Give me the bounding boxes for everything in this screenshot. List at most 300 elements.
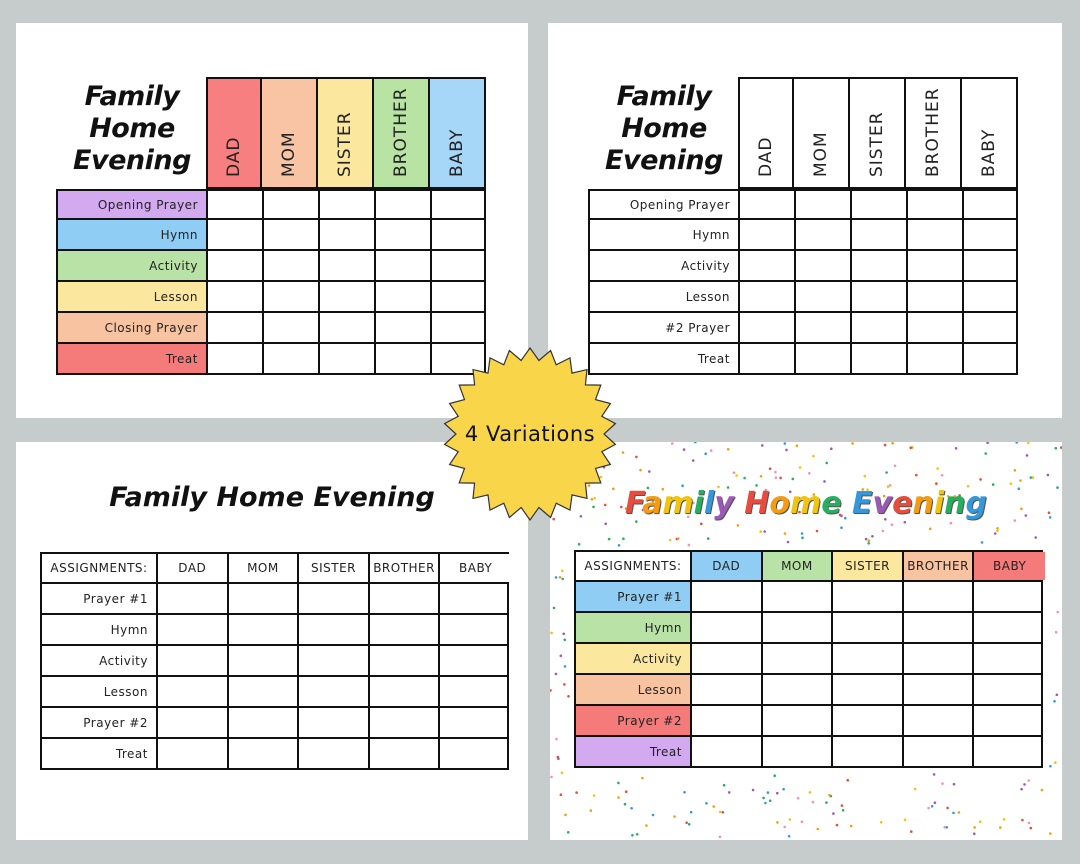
confetti-dot	[593, 794, 596, 797]
confetti-dot	[763, 530, 766, 533]
title-letter: l	[703, 486, 715, 521]
assignment-cell	[376, 251, 432, 280]
confetti-dot	[1055, 631, 1058, 634]
confetti-dot	[846, 779, 849, 782]
assignment-cell	[299, 739, 370, 768]
row-label: Hymn	[692, 227, 730, 242]
confetti-dot	[1056, 611, 1059, 614]
confetti-dot	[555, 673, 558, 676]
assignment-cell	[692, 675, 763, 704]
confetti-dot	[635, 456, 638, 459]
confetti-dot	[774, 471, 777, 474]
confetti-dot	[994, 532, 997, 535]
table-row	[56, 189, 486, 220]
row-label: Prayer #1	[83, 591, 148, 606]
confetti-dot	[936, 467, 939, 470]
confetti-dot	[979, 478, 982, 481]
confetti-dot	[617, 796, 620, 799]
assignment-cell	[852, 282, 908, 311]
column-header-label: SISTER	[844, 559, 890, 573]
table-row	[40, 677, 509, 708]
confetti-dot	[784, 442, 787, 445]
assignment-cell	[904, 737, 975, 766]
table-row	[574, 644, 1043, 675]
title-letter: E	[852, 486, 873, 521]
table-row	[56, 220, 486, 251]
assignment-cell	[376, 313, 432, 342]
assignment-cell	[320, 191, 376, 218]
table-row	[588, 282, 1018, 313]
page-title-rainbow	[550, 486, 1062, 521]
assignment-cell	[763, 644, 834, 673]
confetti-dot	[560, 793, 563, 796]
assignment-cell	[740, 191, 796, 218]
confetti-dot	[891, 442, 894, 445]
confetti-dot	[677, 537, 680, 540]
assignment-cell	[692, 706, 763, 735]
confetti-dot	[564, 814, 567, 817]
assignment-cell	[763, 706, 834, 735]
assignment-cell	[320, 220, 376, 249]
confetti-dot	[871, 535, 874, 538]
confetti-dot	[864, 475, 867, 478]
assignment-cell	[796, 344, 852, 373]
confetti-dot	[723, 784, 726, 787]
title-line-evening: Evening	[605, 145, 723, 176]
title-letter	[842, 486, 852, 521]
confetti-dot	[1047, 474, 1050, 477]
confetti-dot	[816, 530, 819, 533]
confetti-dot	[1021, 819, 1024, 822]
table-row	[56, 344, 486, 375]
column-header-label: BROTHER	[391, 87, 411, 177]
confetti-dot	[812, 801, 815, 804]
assignment-cell	[763, 675, 834, 704]
confetti-dot	[1010, 482, 1013, 485]
assignment-cell	[904, 582, 975, 611]
confetti-dot	[683, 448, 686, 451]
confetti-dot	[884, 444, 887, 447]
confetti-dot	[719, 811, 722, 814]
confetti-dot	[825, 801, 828, 804]
confetti-dot	[973, 833, 976, 836]
row-label: Lesson	[103, 684, 148, 699]
assignment-cell	[229, 646, 300, 675]
confetti-dot	[560, 655, 563, 658]
column-header-brother	[906, 77, 962, 189]
confetti-dot	[1014, 469, 1017, 472]
row-label-cell	[590, 220, 740, 249]
assignment-cell	[320, 313, 376, 342]
confetti-dot	[915, 474, 918, 477]
title-line-home: Home	[89, 113, 175, 144]
page-title: Family Home Evening	[109, 482, 435, 513]
confetti-dot	[910, 830, 913, 833]
confetti-dot	[828, 794, 831, 797]
confetti-dot	[564, 639, 567, 642]
assignment-cell	[852, 191, 908, 218]
confetti-dot	[801, 820, 804, 823]
confetti-dot	[797, 797, 800, 800]
confetti-dot	[841, 804, 844, 807]
column-header-baby	[962, 77, 1018, 189]
table-row	[40, 708, 509, 739]
row-label-cell	[42, 708, 158, 737]
title-letter: g	[965, 486, 987, 521]
confetti-dot	[769, 467, 772, 470]
table-row	[574, 613, 1043, 644]
assignment-cell	[264, 251, 320, 280]
assignment-cell	[376, 344, 432, 373]
confetti-dot	[851, 442, 854, 445]
assignment-cell	[796, 282, 852, 311]
assignment-cell	[320, 344, 376, 373]
confetti-dot	[752, 789, 755, 792]
confetti-dot	[685, 821, 688, 824]
assignment-cell	[229, 615, 300, 644]
confetti-dot	[775, 476, 778, 479]
table-row	[56, 282, 486, 313]
row-label-cell	[42, 615, 158, 644]
column-header-label: SISTER	[335, 111, 355, 177]
assignment-cell	[740, 282, 796, 311]
assignment-cell	[908, 191, 964, 218]
assignment-cell	[833, 613, 904, 642]
row-label: Prayer #2	[83, 715, 148, 730]
confetti-dot	[707, 537, 710, 540]
confetti-dot	[789, 818, 792, 821]
assignment-cell	[852, 344, 908, 373]
confetti-dot	[555, 738, 558, 741]
confetti-dot	[563, 683, 566, 686]
row-label-cell	[576, 706, 692, 735]
confetti-dot	[683, 791, 686, 794]
column-header-brother	[370, 554, 441, 582]
title-letter: n	[944, 486, 966, 521]
confetti-dot	[1056, 694, 1059, 697]
confetti-dot	[931, 805, 934, 808]
title-letter	[734, 486, 744, 521]
title-stacked	[68, 81, 196, 177]
column-header-baby	[430, 77, 486, 189]
confetti-dot	[694, 442, 697, 443]
column-header-brother	[374, 77, 430, 189]
title-letter: i	[693, 486, 704, 521]
column-header-mom	[794, 77, 850, 189]
row-label-cell	[58, 191, 208, 218]
assignment-cell	[370, 584, 441, 613]
confetti-dot	[767, 791, 770, 794]
assignment-cell	[904, 613, 975, 642]
column-header-label: MOM	[279, 131, 299, 177]
confetti-dot	[904, 521, 907, 524]
assignment-cell	[852, 313, 908, 342]
confetti-dot	[639, 469, 642, 472]
confetti-dot	[996, 530, 999, 533]
row-label-cell	[58, 344, 208, 373]
variation-4-rainbow-horizontal	[550, 442, 1062, 840]
title-letter: y	[714, 486, 734, 521]
row-label: Opening Prayer	[97, 197, 198, 212]
column-header-label: BROTHER	[373, 561, 435, 575]
assignment-cell	[229, 584, 300, 613]
confetti-dot	[787, 541, 790, 544]
title-letter: m	[662, 486, 694, 521]
confetti-dot	[1060, 446, 1062, 449]
row-label: Activity	[149, 258, 198, 273]
assignment-cell	[908, 251, 964, 280]
title-letter: v	[872, 486, 893, 521]
confetti-dot	[567, 831, 570, 834]
variation-2-plain-vertical	[548, 23, 1062, 418]
assignment-cell	[299, 615, 370, 644]
confetti-dot	[688, 823, 691, 826]
confetti-dot	[836, 824, 839, 827]
confetti-dot	[641, 777, 644, 780]
table-row	[588, 220, 1018, 251]
assignment-cell	[208, 344, 264, 373]
confetti-dot	[669, 539, 672, 542]
confetti-dot	[1030, 476, 1033, 479]
assignment-cell	[692, 582, 763, 611]
confetti-dot	[559, 576, 562, 579]
confetti-dot	[773, 774, 776, 777]
confetti-dot	[550, 776, 553, 779]
column-header-label: MOM	[247, 561, 279, 575]
assignment-cell	[692, 737, 763, 766]
confetti-dot	[981, 541, 984, 544]
assignment-cell	[208, 282, 264, 311]
table-row	[574, 675, 1043, 706]
title-letter: e	[892, 486, 913, 521]
confetti-dot	[561, 578, 564, 581]
confetti-dot	[688, 544, 691, 547]
row-label-cell	[58, 251, 208, 280]
confetti-dot	[704, 452, 707, 455]
confetti-dot	[760, 475, 763, 478]
row-label: Activity	[99, 653, 148, 668]
assignment-cell	[299, 646, 370, 675]
confetti-dot	[792, 478, 795, 481]
confetti-dot	[909, 447, 912, 450]
title-letter: i	[933, 486, 945, 521]
table-row	[588, 189, 1018, 220]
title-letter: F	[625, 486, 643, 521]
assignment-cell	[796, 220, 852, 249]
confetti-dot	[865, 538, 868, 541]
assignment-cell	[740, 313, 796, 342]
confetti-dot	[727, 448, 730, 451]
table-row	[574, 706, 1043, 737]
confetti-dot	[996, 527, 999, 530]
assignment-cell	[264, 282, 320, 311]
column-header-sister	[833, 552, 904, 580]
assignment-cell	[740, 251, 796, 280]
confetti-dot	[1003, 818, 1006, 821]
confetti-dot	[801, 532, 804, 535]
confetti-dot	[830, 447, 833, 450]
assignment-cell	[740, 220, 796, 249]
column-header-sister	[850, 77, 906, 189]
confetti-dot	[1049, 765, 1052, 768]
assignment-cell	[208, 220, 264, 249]
confetti-dot	[622, 537, 625, 540]
row-label-cell	[576, 644, 692, 673]
confetti-dot	[1023, 783, 1026, 786]
column-header-label: MOM	[781, 559, 813, 573]
title-line-evening: Evening	[73, 145, 191, 176]
assignment-cell	[229, 739, 300, 768]
assignment-cell	[158, 615, 229, 644]
column-header-sister	[299, 554, 370, 582]
confetti-dot	[809, 791, 812, 794]
assignment-cell	[158, 677, 229, 706]
confetti-dot	[1028, 779, 1031, 782]
assignments-header-label: ASSIGNMENTS:	[50, 561, 148, 575]
confetti-dot	[933, 773, 936, 776]
column-header-label: DAD	[224, 136, 244, 177]
column-header-label: BROTHER	[907, 559, 969, 573]
row-label: Activity	[681, 258, 730, 273]
confetti-dot	[764, 802, 767, 805]
confetti-dot	[700, 523, 703, 526]
confetti-dot	[885, 471, 888, 474]
row-label: Lesson	[637, 682, 682, 697]
assignment-cell	[370, 708, 441, 737]
confetti-dot	[958, 811, 961, 814]
row-label: Hymn	[160, 227, 198, 242]
confetti-dot	[868, 539, 871, 542]
table-row	[40, 584, 509, 615]
table-row	[56, 313, 486, 344]
confetti-dot	[762, 797, 765, 800]
confetti-dot	[555, 576, 558, 579]
column-header-sister	[318, 77, 374, 189]
row-label: Activity	[633, 651, 682, 666]
confetti-dot	[690, 811, 693, 814]
confetti-dot	[850, 825, 853, 828]
assignment-cell	[229, 677, 300, 706]
assignment-cell	[904, 706, 975, 735]
confetti-dot	[550, 632, 553, 635]
confetti-dot	[914, 788, 917, 791]
title-line-family: Family	[616, 81, 712, 112]
assignment-cell	[904, 675, 975, 704]
confetti-dot	[817, 828, 820, 831]
confetti-dot	[882, 530, 885, 533]
confetti-dot	[1026, 454, 1029, 457]
row-label: Treat	[115, 746, 148, 761]
table-row	[588, 344, 1018, 375]
assignment-cell	[320, 282, 376, 311]
confetti-dot	[946, 826, 949, 829]
title-letter: n	[912, 486, 934, 521]
confetti-dot	[705, 802, 708, 805]
column-header-label: DAD	[756, 136, 776, 177]
confetti-dot	[636, 833, 639, 836]
table-row	[40, 739, 509, 770]
row-label-cell	[42, 739, 158, 768]
assignment-cell	[796, 191, 852, 218]
row-label: Prayer #1	[617, 589, 682, 604]
confetti-dot	[823, 480, 826, 483]
row-label: Treat	[165, 351, 198, 366]
confetti-dot	[904, 819, 907, 822]
confetti-dot	[1041, 789, 1044, 792]
row-label: Hymn	[110, 622, 148, 637]
confetti-dot	[782, 788, 785, 791]
column-header-label: BABY	[447, 128, 467, 177]
confetti-dot	[1030, 827, 1033, 830]
assignment-cell	[158, 646, 229, 675]
confetti-dot	[779, 477, 782, 480]
assignments-header-label: ASSIGNMENTS:	[584, 559, 682, 573]
confetti-dot	[799, 466, 802, 469]
row-label: Opening Prayer	[629, 197, 730, 212]
confetti-dot	[796, 444, 799, 447]
assignment-cell	[692, 644, 763, 673]
column-header-dad	[738, 77, 794, 189]
confetti-dot	[648, 470, 651, 473]
confetti-dot	[1053, 700, 1056, 703]
confetti-dot	[625, 790, 628, 793]
assignment-cell	[229, 708, 300, 737]
title-letter: a	[642, 486, 663, 521]
confetti-dot	[952, 812, 955, 815]
assignment-cell	[763, 613, 834, 642]
confetti-dot	[808, 472, 811, 475]
confetti-dot	[955, 447, 958, 450]
confetti-dot	[630, 807, 633, 810]
confetti-dot	[776, 821, 779, 824]
confetti-dot	[557, 758, 560, 761]
row-label-cell	[576, 737, 692, 766]
confetti-dot	[785, 449, 788, 452]
row-label: #2 Prayer	[665, 320, 730, 335]
confetti-dot	[891, 523, 894, 526]
column-header-mom	[763, 552, 834, 580]
column-header-baby	[440, 554, 511, 582]
assignment-cell	[852, 251, 908, 280]
confetti-dot	[840, 526, 843, 529]
confetti-dot	[867, 542, 870, 545]
confetti-dot	[712, 805, 715, 808]
confetti-dot	[622, 451, 625, 454]
confetti-dot	[935, 482, 938, 485]
confetti-dot	[953, 783, 956, 786]
assignment-cell	[833, 644, 904, 673]
title-line-family: Family	[84, 81, 180, 112]
title-letter: m	[789, 486, 822, 521]
confetti-dot	[776, 792, 779, 795]
column-header-dad	[692, 552, 763, 580]
assignment-cell	[852, 220, 908, 249]
confetti-dot	[1054, 761, 1057, 764]
title-line-home: Home	[621, 113, 707, 144]
confetti-dot	[671, 442, 674, 445]
title-stacked	[600, 81, 728, 177]
row-label: Lesson	[153, 289, 198, 304]
header-row	[40, 552, 509, 584]
assignment-cell	[264, 344, 320, 373]
column-header-mom	[229, 554, 300, 582]
row-label-cell	[590, 282, 740, 311]
row-label-cell	[58, 220, 208, 249]
confetti-dot	[1020, 788, 1023, 791]
assignment-cell	[158, 584, 229, 613]
column-header-dad	[206, 77, 262, 189]
column-header-mom	[262, 77, 318, 189]
